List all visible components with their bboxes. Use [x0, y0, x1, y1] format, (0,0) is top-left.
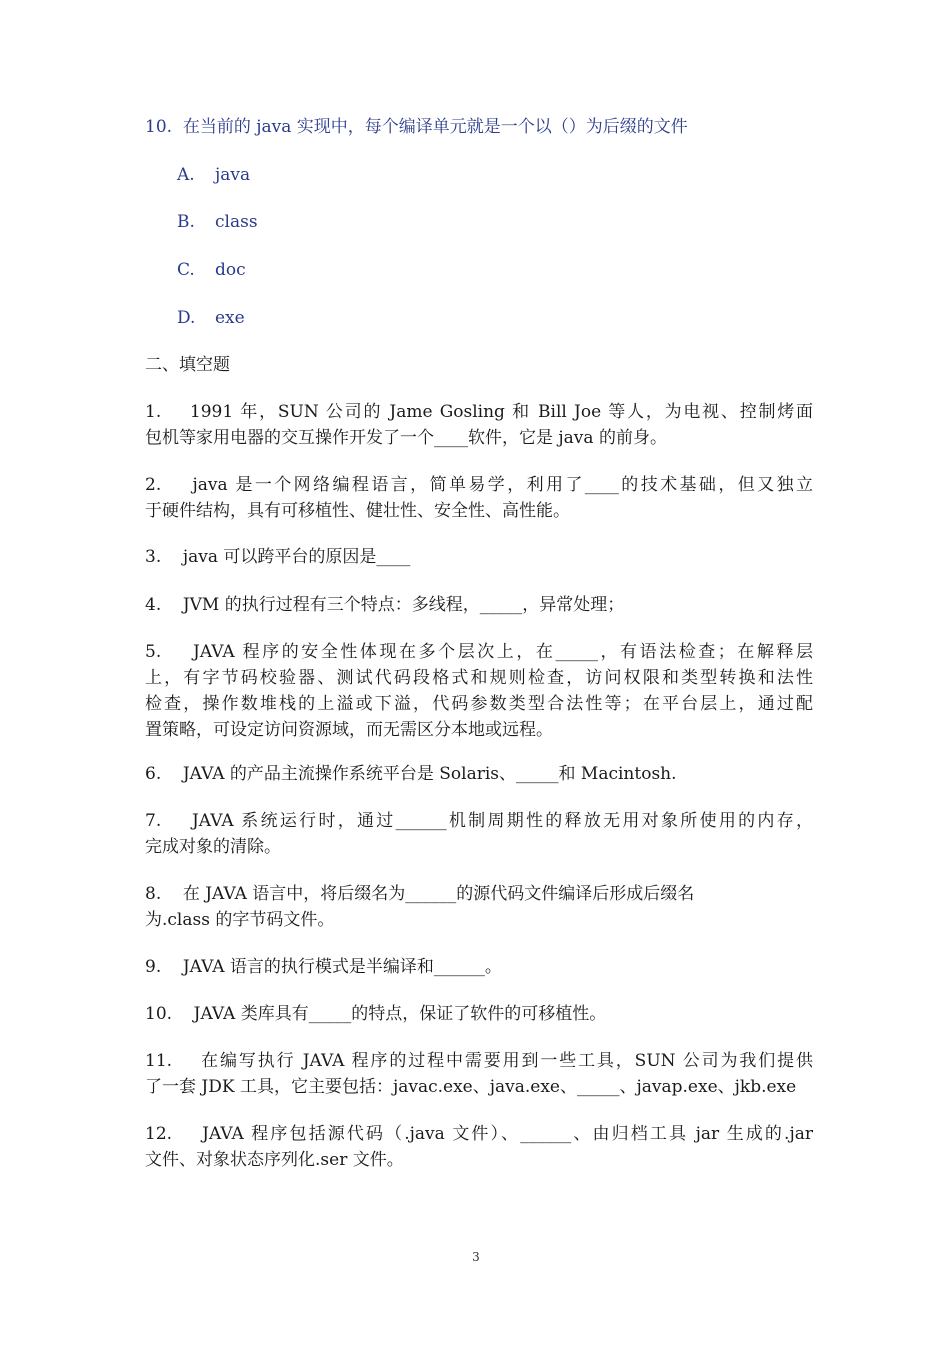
item-line: 5. JAVA 程序的安全性体现在多个层次上，在_____，有语法检查；在解释层 — [145, 642, 813, 662]
item-line: 12. JAVA 程序包括源代码（.java 文件）、______、由归档工具 jar 生成的.jar — [145, 1124, 813, 1144]
item-line: 包机等家用电器的交互操作开发了一个____软件，它是 java 的前身。 — [145, 428, 667, 448]
fill-blank-item-8 — [145, 881, 813, 933]
question-10 — [145, 114, 688, 140]
option-c — [177, 257, 246, 283]
item-line: 文件、对象状态序列化.ser 文件。 — [145, 1150, 404, 1170]
option-b — [177, 209, 258, 235]
option-letter: D. — [177, 308, 196, 328]
item-line: 了一套 JDK 工具，它主要包括：javac.exe、java.exe、_____、javap.exe、jkb.exe — [145, 1077, 797, 1097]
item-line: 1. 1991 年，SUN 公司的 Jame Gosling 和 Bill Joe 等人，为电视、控制烤面 — [145, 402, 813, 422]
item-line: 6. JAVA 的产品主流操作系统平台是 Solaris、_____和 Macintosh. — [145, 764, 677, 784]
item-line: 4. JVM 的执行过程有三个特点：多线程，_____，异常处理； — [145, 595, 625, 615]
item-line: 检查，操作数堆栈的上溢或下溢，代码参数类型合法性等；在平台层上，通过配 — [145, 694, 813, 714]
fill-blank-item-10 — [145, 1001, 813, 1027]
option-text: class — [215, 212, 258, 232]
fill-blank-item-9 — [145, 954, 813, 980]
option-letter: A. — [177, 165, 195, 185]
option-letter: B. — [177, 212, 195, 232]
fill-blank-item-12 — [145, 1121, 813, 1173]
section-heading: 二、填空题 — [145, 355, 230, 375]
fill-blank-item-6 — [145, 761, 813, 787]
item-line: 于硬件结构，具有可移植性、健壮性、安全性、高性能。 — [145, 501, 570, 521]
fill-blank-item-1 — [145, 399, 813, 451]
fill-blank-item-4 — [145, 592, 813, 618]
item-line: 8. 在 JAVA 语言中，将后缀名为______的源代码文件编译后形成后缀名 — [145, 884, 695, 904]
option-d — [177, 305, 245, 331]
question-text: 在当前的 java 实现中，每个编译单元就是一个以（）为后缀的文件 — [182, 117, 688, 137]
question-number: 10. — [145, 117, 173, 137]
item-line: 7. JAVA 系统运行时，通过______机制周期性的释放无用对象所使用的内存， — [145, 811, 813, 831]
fill-blank-item-2 — [145, 472, 813, 524]
item-line: 完成对象的清除。 — [145, 837, 281, 857]
fill-blank-item-11 — [145, 1048, 813, 1100]
item-line: 为.class 的字节码文件。 — [145, 910, 335, 930]
fill-blank-item-3 — [145, 544, 813, 570]
item-line: 置策略，可设定访问资源域，而无需区分本地或远程。 — [145, 720, 553, 740]
fill-blank-item-7 — [145, 808, 813, 860]
option-letter: C. — [177, 260, 195, 280]
option-text: exe — [215, 308, 245, 328]
item-line: 上，有字节码校验器、测试代码段格式和规则检查，访问权限和类型转换和法性 — [145, 668, 813, 688]
option-text: java — [215, 165, 251, 185]
option-text: doc — [215, 260, 246, 280]
fill-blank-item-5 — [145, 639, 813, 743]
option-a — [177, 162, 250, 188]
item-line: 11. 在编写执行 JAVA 程序的过程中需要用到一些工具，SUN 公司为我们提供 — [145, 1051, 813, 1071]
item-line: 9. JAVA 语言的执行模式是半编译和______。 — [145, 957, 502, 977]
item-line: 10. JAVA 类库具有_____的特点，保证了软件的可移植性。 — [145, 1004, 607, 1024]
item-line: 3. java 可以跨平台的原因是____ — [145, 547, 411, 567]
item-line: 2. java 是一个网络编程语言，简单易学，利用了____的技术基础，但又独立 — [145, 475, 813, 495]
page-number: 3 — [472, 1250, 480, 1264]
